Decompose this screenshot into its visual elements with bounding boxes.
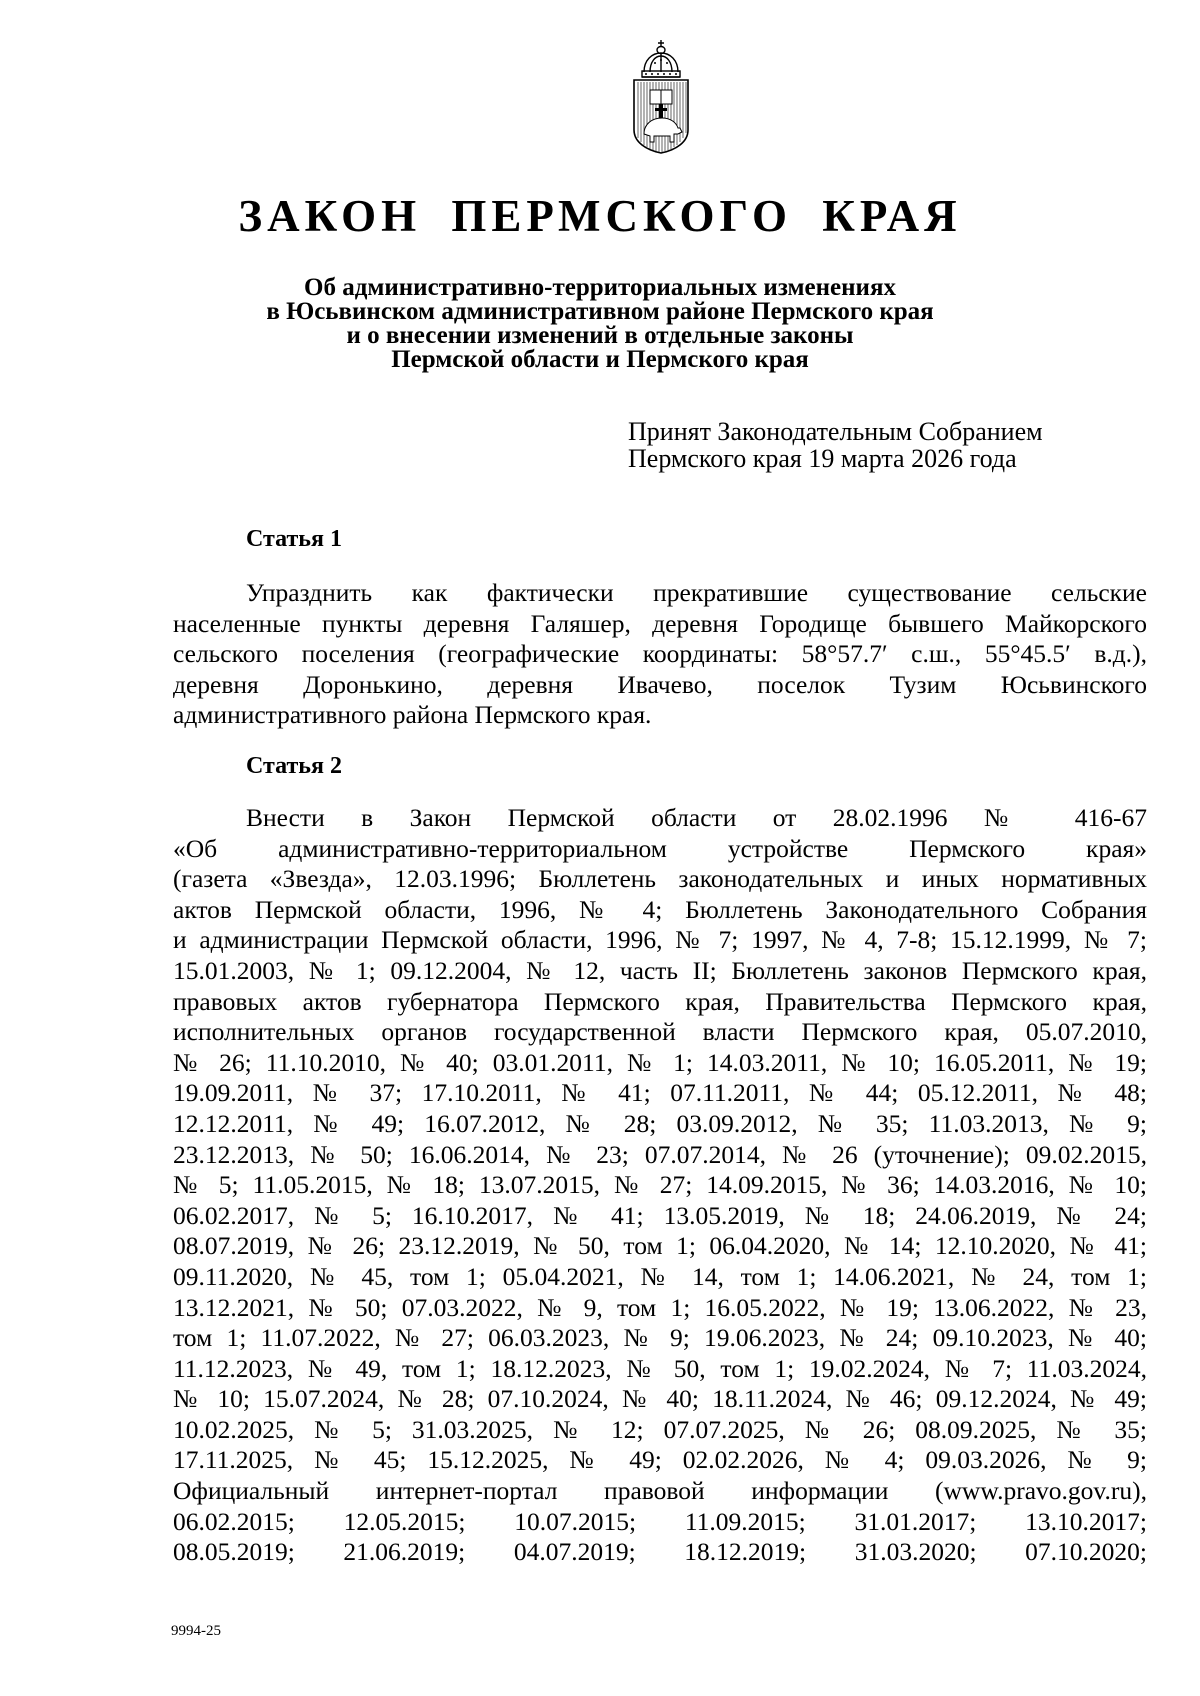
text-line: № 26; 11.10.2010, № 40; 03.01.2011, № 1; 14.03.2011, № 10; 16.05.2011, № 19; (173, 1047, 1147, 1077)
text-line: 13.12.2021, № 50; 07.03.2022, № 9, том 1; 16.05.2022, № 19; 13.06.2022, № 23, (173, 1292, 1147, 1322)
text-line: 19.09.2011, № 37; 17.10.2011, № 41; 07.11.2011, № 44; 05.12.2011, № 48; (173, 1078, 1147, 1108)
text-line: административного района Пермского края. (173, 700, 652, 730)
text-line: исполнительных органов государственной власти Пермского края, 05.07.2010, (173, 1017, 1147, 1047)
adoption-line: Принят Законодательным Собранием (628, 417, 1043, 446)
text-line: Внести в Закон Пермской области от 28.02.1996 № 416-67 (246, 803, 1147, 832)
article-1-heading: Статья 1 (246, 526, 342, 552)
text-line: 10.02.2025, № 5; 31.03.2025, № 12; 07.07.2025, № 26; 08.09.2025, № 35; (173, 1414, 1147, 1444)
text-line: 12.12.2011, № 49; 16.07.2012, № 28; 03.09.2012, № 35; 11.03.2013, № 9; (173, 1108, 1147, 1138)
subtitle-line: Пермской области и Пермского края (391, 346, 809, 373)
text-line: деревня Доронькино, деревня Ивачево, поселок Тузим Юсьвинского (173, 669, 1147, 699)
text-line: Упразднить как фактически прекратившие существование сельские (246, 578, 1147, 607)
text-line: 08.07.2019, № 26; 23.12.2019, № 50, том 1; 06.04.2020, № 14; 12.10.2020, № 41; (173, 1231, 1147, 1261)
text-line: № 10; 15.07.2024, № 28; 07.10.2024, № 40; 18.11.2024, № 46; 09.12.2024, № 49; (173, 1384, 1147, 1414)
subtitle-line: и о внесении изменений в отдельные законы (346, 322, 854, 349)
text-line: и администрации Пермской области, 1996, № 7; 1997, № 4, 7-8; 15.12.1999, № 7; (173, 925, 1147, 955)
page-title: ЗАКОН ПЕРМСКОГО КРАЯ (238, 191, 962, 241)
text-line: сельского поселения (географические координаты: 58°57.7′ с.ш., 55°45.5′ в.д.), (173, 639, 1147, 669)
text-line: 11.12.2023, № 49, том 1; 18.12.2023, № 50, том 1; 19.02.2024, № 7; 11.03.2024, (173, 1353, 1147, 1383)
text-line: Официальный интернет-портал правовой информации (www.pravo.gov.ru), (173, 1476, 1147, 1506)
text-line: населенные пункты деревня Галяшер, деревня Городище бывшего Майкорского (173, 608, 1147, 638)
subtitle-line: в Юсьвинском административном районе Пермского края (266, 298, 934, 325)
text-line: 09.11.2020, № 45, том 1; 05.04.2021, № 14, том 1; 14.06.2021, № 24, том 1; (173, 1261, 1147, 1291)
text-line: 06.02.2017, № 5; 16.10.2017, № 41; 13.05.2019, № 18; 24.06.2019, № 24; (173, 1200, 1147, 1230)
text-line: том 1; 11.07.2022, № 27; 06.03.2023, № 9; 19.06.2023, № 24; 09.10.2023, № 40; (173, 1323, 1147, 1353)
law-subtitle (0, 276, 1200, 372)
text-line: № 5; 11.05.2015, № 18; 13.07.2015, № 27; 14.09.2015, № 36; 14.03.2016, № 10; (173, 1170, 1147, 1200)
article-2-heading: Статья 2 (246, 753, 342, 779)
text-line: «Об административно-территориальном устройстве Пермского края» (173, 833, 1147, 863)
text-line: (газета «Звезда», 12.03.1996; Бюллетень законодательных и иных нормативных (173, 864, 1147, 894)
adoption-line: Пермского края 19 марта 2026 года (628, 444, 1017, 473)
text-line: 23.12.2013, № 50; 16.06.2014, № 23; 07.07.2014, № 26 (уточнение); 09.02.2015, (173, 1139, 1147, 1169)
text-line: 15.01.2003, № 1; 09.12.2004, № 12, часть II; Бюллетень законов Пермского края, (173, 955, 1147, 985)
text-line: правовых актов губернатора Пермского края, Правительства Пермского края, (173, 986, 1147, 1016)
document-number: 9994-25 (171, 1623, 221, 1639)
article-2-text (173, 803, 1147, 1568)
adoption-note (628, 418, 1043, 472)
text-line: актов Пермской области, 1996, № 4; Бюллетень Законодательного Собрания (173, 894, 1147, 924)
text-line: 08.05.2019; 21.06.2019; 04.07.2019; 18.12.2019; 31.03.2020; 07.10.2020; (173, 1537, 1147, 1567)
article-1-text (173, 578, 1147, 731)
subtitle-line: Об административно-территориальных изменениях (304, 274, 896, 301)
perm-krai-coat-of-arms-icon (630, 38, 692, 154)
text-line: 06.02.2015; 12.05.2015; 10.07.2015; 11.09.2015; 31.01.2017; 13.10.2017; (173, 1506, 1147, 1536)
text-line: 17.11.2025, № 45; 15.12.2025, № 49; 02.02.2026, № 4; 09.03.2026, № 9; (173, 1445, 1147, 1475)
